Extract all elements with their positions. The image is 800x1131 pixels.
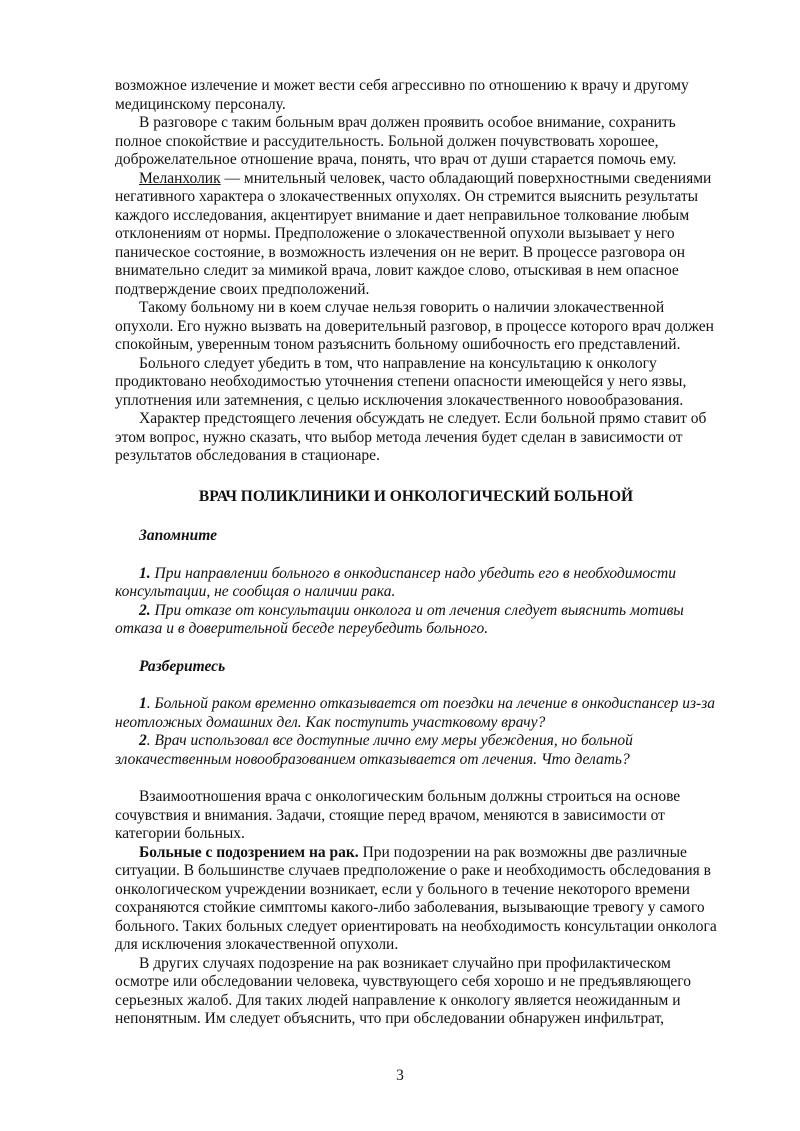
paragraph: В разговоре с таким больным врач должен проявить особое внимание, сохранить полное спокойствие и рассудительность. Больной должен почувствовать хорошее, доброжелательное отношение врача, понять, что врач от души старается помочь ему. — [115, 114, 677, 168]
item-number: 1 — [139, 695, 147, 712]
item-number: 2 — [139, 732, 147, 749]
paragraph — [115, 170, 717, 300]
spacer — [115, 639, 717, 658]
paragraph: Взаимоотношения врача с онкологическим больным должны строиться на основе сочувствия и внимания. Задачи, стоящие перед врачом, меняются в зависимости от категории больных. — [115, 788, 681, 842]
paragraph: возможное излечение и может вести себя агрессивно по отношению к врачу и другому медицинскому персоналу. — [115, 77, 689, 113]
item-number: 1. — [139, 564, 151, 582]
paragraph — [115, 844, 717, 955]
remember-item — [115, 565, 717, 602]
page-body — [115, 77, 717, 1029]
paragraph-text: При подозрении на рак возможны две различные ситуации. В большинстве случаев предположение о раке и необходимость обследования в онкологическом учреждении возникает, если у больного в течение некоторого времени сохраняются стойкие симптомы какого-либо заболевания, вызывающие тревогу у самого больного. Таких больных следует ориентировать на необходимость консультации онколога для исключения злокачественной опухоли. — [115, 843, 717, 953]
analyze-item — [115, 695, 717, 732]
item-number: 2. — [139, 601, 151, 619]
paragraph: Характер предстоящего лечения обсуждать не следует. Если больной прямо ставит об этом вопрос, нужно сказать, что выбор метода лечения будет сделан в зависимости от результатов обследования в стационаре. — [115, 410, 707, 464]
remember-title: Запомните — [139, 527, 217, 544]
paragraph: В других случаях подозрение на рак возникает случайно при профилактическом осмотре или обследовании человека, чувствующего себя хорошо и не предъявляющего серьезных жалоб. Для таких людей направление к онкологу является неожиданным и непонятным. Им следует объяснить, что при обследовании обнаружен инфильтрат, — [115, 954, 691, 1027]
item-text: При отказе от консультации онколога и от лечения следует выяснить мотивы отказа и в доверительной беседе переубедить больного. — [115, 601, 684, 637]
spacer — [115, 769, 717, 788]
section-heading: ВРАЧ ПОЛИКЛИНИКИ И ОНКОЛОГИЧЕСКИЙ БОЛЬНОЙ — [198, 487, 634, 505]
paragraph: Больного следует убедить в том, что направление на консультацию к онкологу продиктовано необходимостью уточнения степени опасности имеющейся у него язвы, уплотнения или затемнения, с целью исключения злокачественного новообразования. — [115, 354, 687, 409]
spacer — [115, 676, 717, 695]
term-melancholic: Меланхолик — [139, 169, 221, 187]
paragraph-text: — мнительный человек, часто обладающий поверхностными сведениями негативного характера о злокачественных опухолях. Он стремится выяснить результаты каждого исследования, акцентирует внимание и дает неправильное толкование любым отклонениям от нормы. Предположение о злокачественной опухоли вызывает у него паническое состояние, в возможность излечения он не верит. В процессе разговора он внимательно следит за мимикой врача, ловит каждое слово, отыскивая в нем опасное подтверждение своих предположений. — [115, 169, 712, 298]
item-text: . Больной раком временно отказывается от поездки на лечение в онкодиспансер из-за неотложных домашних дел. Как поступить участковому врачу? — [115, 695, 716, 731]
page-number: 3 — [396, 1067, 404, 1084]
paragraph-lead: Больные с подозрением на рак. — [139, 843, 359, 861]
paragraph: Такому больному ни в коем случае нельзя говорить о наличии злокачественной опухоли. Его нужно вызвать на доверительный разговор, в процессе которого врач должен спокойным, уверенным тоном разъяснить больному ошибочность его представлений. — [115, 299, 714, 353]
item-text: При направлении больного в онкодиспансер надо убедить его в необходимости консультации, не сообщая о наличии рака. — [115, 564, 676, 600]
analyze-title: Разберитесь — [139, 657, 226, 675]
item-text: . Врач использовал все доступные лично ему меры убеждения, но больной злокачественным новообразованием отказывается от лечения. Что делать? — [115, 732, 633, 768]
analyze-item — [115, 732, 717, 769]
spacer — [115, 546, 717, 565]
remember-item — [115, 602, 717, 639]
